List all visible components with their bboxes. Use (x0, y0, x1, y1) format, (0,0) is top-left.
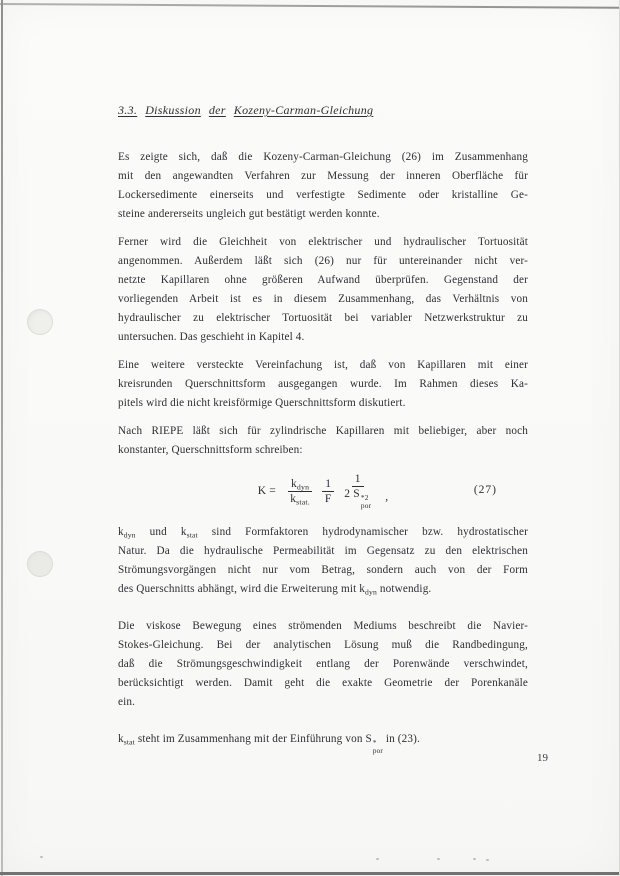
text-line: steine andererseits ungleich gut bestätigt werden konnte. (118, 208, 380, 220)
fraction-denominator: 2 S *2 por (344, 487, 372, 510)
fraction-numerator: 1 (322, 478, 334, 492)
text-line: Natur. Da die hydraulische Permeabilität im Gegensatz zu den elektrischen (118, 545, 528, 557)
text-line: untersuchen. Das geschieht in Kapitel 4. (118, 331, 305, 343)
scan-speck (486, 859, 489, 861)
equation-fraction-kdyn-kstat (288, 478, 312, 505)
hole-punch-mark (27, 551, 53, 577)
text-line: kreisrunden Querschnittsform ausgegangen wurde. Im Rahmen dieses Ka- (118, 378, 528, 390)
text-column (118, 103, 528, 764)
text-line: vorliegenden Arbeit ist es in diesem Zusammenhang, das Verhältnis von (118, 293, 528, 305)
heading-word: 3.3. (118, 103, 138, 117)
paragraph (118, 523, 528, 599)
text-line: mit den angewandten Verfahren zur Messung der inneren Oberfläche für (118, 170, 528, 182)
equation-trailing-comma: , (385, 491, 389, 503)
equation-fraction-1-2Spor (344, 473, 371, 510)
text-line: Ferner wird die Gleichheit von elektrischer und hydraulischer Tortuosität (118, 236, 528, 248)
fraction-numerator: $k_{dyn}$ (288, 478, 312, 492)
heading-word: der (208, 103, 226, 117)
scan-speck (473, 858, 476, 860)
text-line: netzte Kapillaren ohne größeren Aufwand überprüfen. Gegenstand der (118, 274, 528, 286)
text-line: konstanter, Querschnittsform schreiben: (118, 444, 303, 456)
paragraph (118, 422, 528, 460)
text-line: des Querschnitts abhängt, wird die Erweiterung mit $k_{dyn}$ notwendig. (118, 583, 432, 597)
scan-edge-left (1, 0, 3, 876)
heading-word: Kozeny-Carman-Gleichung (233, 103, 374, 117)
paragraph (118, 617, 528, 712)
text-line: Eine weitere versteckte Vereinfachung ist, daß von Kapillaren mit einer (118, 359, 528, 371)
text-line: Strömungsvorgängen nicht nur vom Betrag, sondern auch von der Form (118, 564, 528, 576)
fraction-denominator: F (324, 492, 332, 505)
hole-punch-mark (27, 309, 53, 335)
scan-speck (437, 858, 440, 860)
paragraph (118, 148, 528, 224)
paragraph (118, 730, 528, 755)
equation-27 (118, 469, 528, 513)
section-heading (118, 103, 528, 118)
text-line: Lockersedimente einerseits und verfestigte Sedimente oder kristalline Ge- (118, 189, 528, 201)
paragraph (118, 356, 528, 413)
fraction-numerator: 1 (352, 473, 364, 487)
text-line: Nach RIEPE läßt sich für zylindrische Kapillaren mit beliebiger, aber noch (118, 425, 528, 437)
text-line: $k_{dyn}$ und $k_{stat}$ sind Formfaktoren hydrodynamischer bzw. hydrostatischer (118, 526, 528, 540)
scan-speck (40, 856, 43, 858)
equation-fraction-1-F (322, 478, 334, 505)
fraction-denominator: $k_{stat.}$ (290, 492, 310, 506)
text-line: berücksichtigt werden. Damit geht die exakte Geometrie der Porenkanäle (118, 677, 528, 689)
page-number: 19 (537, 752, 548, 764)
scan-edge-bottom (0, 872, 620, 875)
text-line: Stokes-Gleichung. Bei der analytischen Lösung muß die Randbedingung, (118, 639, 528, 651)
paragraph (118, 233, 528, 347)
scan-edge-top (0, 3, 620, 9)
scan-speck (376, 858, 379, 860)
text-line: pitels wird die nicht kreisförmige Querschnittsform diskutiert. (118, 397, 406, 409)
text-line: $k_{stat}$ steht im Zusammenhang mit der Einführung von S * por in (23). (118, 733, 420, 755)
text-line: ein. (118, 696, 136, 708)
equation-number: (27) (473, 484, 497, 497)
text-line: angenommen. Außerdem läßt sich (26) nur für untereinander nicht ver- (118, 255, 528, 267)
text-line: Es zeigte sich, daß die Kozeny-Carman-Gleichung (26) im Zusammenhang (118, 151, 528, 163)
text-line: daß die Strömungsgeschwindigkeit entlang der Porenwände verschwindet, (118, 658, 528, 670)
text-line: Die viskose Bewegung eines strömenden Mediums beschreibt die Navier- (118, 620, 528, 632)
text-line: hydraulischer zu elektrischer Tortuosität bei variabler Netzwerkstruktur zu (118, 312, 528, 324)
heading-word: Diskussion (145, 103, 201, 117)
equation-lhs: K = (257, 485, 276, 497)
